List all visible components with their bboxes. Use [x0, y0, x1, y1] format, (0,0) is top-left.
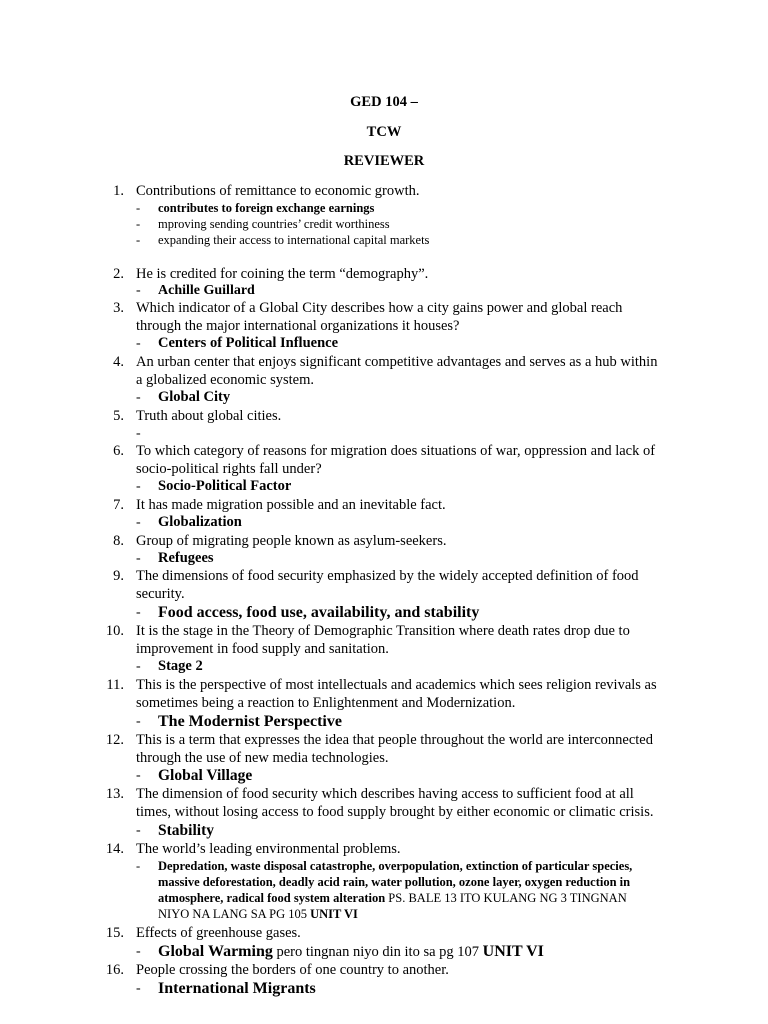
item-number: 12. [105, 732, 124, 748]
item-number: 3. [113, 300, 124, 316]
answer-dash: - [136, 515, 141, 530]
item-number: 9. [113, 568, 124, 584]
question-text: sometimes being a reaction to Enlightenment and Modernization. [136, 695, 516, 711]
answer-text: Achille Guillard [158, 283, 255, 298]
item-number: 13. [105, 786, 124, 802]
answer-dash: - [136, 426, 141, 441]
answer-dash: - [136, 659, 141, 674]
answer-dash: - [136, 981, 141, 996]
question-text: Which indicator of a Global City describes how a city gains power and global reach [136, 300, 623, 316]
item-number: 5. [113, 408, 124, 424]
answer-dash: - [136, 823, 141, 838]
answer-text: The Modernist Perspective [158, 713, 342, 730]
answer-text: contributes to foreign exchange earnings [158, 201, 375, 215]
question-text: socio-political rights fall under? [136, 461, 322, 477]
answer-text: Refugees [158, 550, 214, 566]
course-subtitle: TCW [366, 124, 402, 140]
answer-note: NIYO NA LANG SA PG 105 [158, 907, 311, 921]
answer-text: Stage 2 [158, 658, 203, 674]
answer-dash: - [136, 201, 141, 215]
answer-dash: - [136, 768, 141, 783]
question-text: He is credited for coining the term “demography”. [136, 266, 429, 282]
answer-dash: - [136, 283, 141, 298]
question-text: Group of migrating people known as asylum-seekers. [136, 533, 447, 549]
answer-note: pero tingnan niyo din ito sa pg 107 [272, 944, 483, 960]
answer-text: expanding their access to international capital markets [158, 233, 430, 247]
question-text: through the major international organizations it houses? [136, 318, 460, 334]
course-title: GED 104 – [350, 94, 418, 110]
question-text: To which category of reasons for migration does situations of war, oppression and lack of [136, 443, 656, 459]
question-text: times, without losing access to food supply brought by either economic or climatic crisis. [136, 804, 654, 820]
answer-dash: - [136, 551, 141, 566]
answer-text: Centers of Political Influence [158, 335, 339, 351]
answer-text: Stability [158, 822, 214, 839]
answer-text [158, 942, 688, 962]
question-text: improvement in food supply and sanitation. [136, 641, 389, 657]
answer-dash: - [136, 479, 141, 494]
question-text: Truth about global cities. [136, 408, 282, 424]
question-text: Effects of greenhouse gases. [136, 925, 301, 941]
question-text: The world’s leading environmental problems. [136, 841, 401, 857]
question-text: People crossing the borders of one country to another. [136, 962, 449, 978]
answer-text [158, 906, 688, 922]
question-text: a globalized economic system. [136, 372, 314, 388]
question-text: security. [136, 586, 185, 602]
item-number: 10. [105, 623, 124, 639]
item-number: 8. [113, 533, 124, 549]
item-number: 15. [105, 925, 124, 941]
answer-text-bold: UNIT VI [310, 907, 358, 921]
item-number: 6. [113, 443, 124, 459]
question-text: This is the perspective of most intellectuals and academics which sees religion revivals as [136, 677, 657, 693]
answer-text: Global City [158, 389, 231, 405]
question-text: It has made migration possible and an inevitable fact. [136, 497, 446, 513]
answer-text: Global Village [158, 767, 253, 784]
item-number: 7. [113, 497, 124, 513]
answer-dash: - [136, 859, 141, 873]
question-text: through the use of new media technologies. [136, 750, 389, 766]
document-title: REVIEWER [343, 153, 425, 169]
answer-dash: - [136, 714, 141, 729]
answer-text: mproving sending countries’ credit worthiness [158, 217, 390, 231]
answer-text-bold: Global Warming [158, 943, 273, 960]
answer-text-bold: atmosphere, radical food system alteration [158, 891, 386, 905]
answer-dash: - [136, 390, 141, 405]
answer-text: massive deforestation, deadly acid rain, water pollution, ozone layer, oxygen reduction in [158, 875, 631, 889]
item-number: 14. [105, 841, 124, 857]
answer-text: Food access, food use, availability, and stability [158, 604, 480, 621]
answer-dash: - [136, 336, 141, 351]
item-number: 16. [105, 962, 124, 978]
answer-text: International Migrants [158, 980, 316, 997]
item-number: 4. [113, 354, 124, 370]
answer-text: Depredation, waste disposal catastrophe, overpopulation, extinction of particular species, [158, 859, 633, 873]
answer-text: Socio-Political Factor [158, 478, 292, 494]
answer-text-bold: UNIT VI [482, 943, 544, 960]
question-text: This is a term that expresses the idea that people throughout the world are interconnected [136, 732, 653, 748]
answer-text: Globalization [158, 514, 242, 530]
answer-text [158, 890, 688, 906]
question-text: An urban center that enjoys significant competitive advantages and serves as a hub within [136, 354, 658, 370]
question-text: The dimension of food security which describes having access to sufficient food at all [136, 786, 634, 802]
answer-dash: - [136, 217, 141, 231]
item-number: 2. [113, 266, 124, 282]
question-text: The dimensions of food security emphasized by the widely accepted definition of food [136, 568, 639, 584]
answer-dash: - [136, 233, 141, 247]
answer-note: PS. BALE 13 ITO KULANG NG 3 TINGNAN [385, 891, 627, 905]
question-text: Contributions of remittance to economic growth. [136, 183, 420, 199]
question-text: It is the stage in the Theory of Demographic Transition where death rates drop due to [136, 623, 630, 639]
answer-dash: - [136, 605, 141, 620]
item-number: 11. [106, 677, 124, 693]
item-number: 1. [113, 183, 124, 199]
answer-dash: - [136, 944, 141, 959]
